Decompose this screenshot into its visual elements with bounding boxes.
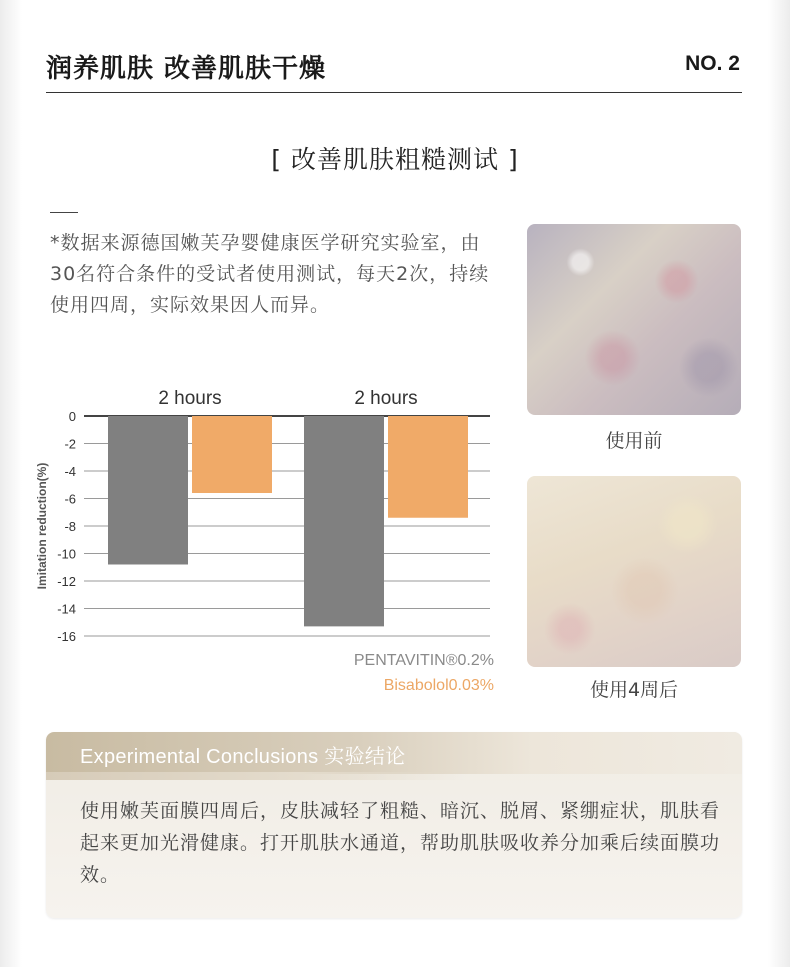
source-note: *数据来源德国嫩芙孕婴健康医学研究实验室，由30名符合条件的受试者使用测试，每天2次，持续使用四周，实际效果因人而异。 [50, 232, 490, 316]
y-tick-label: -4 [64, 464, 76, 479]
conclusion-text: 使用嫩芙面膜四周后，皮肤减轻了粗糙、暗沉、脱屑、紧绷症状，肌肤看起来更加光滑健康。打开肌肤水通道，帮助肌肤吸收养分加乘后续面膜功效。 [80, 800, 721, 886]
category-label: 2 hours [158, 388, 222, 409]
section-title: [ 改善肌肤粗糙测试 ] [271, 145, 519, 174]
legend-pentavitin: PENTAVITIN®0.2% [353, 652, 494, 669]
y-tick-label: -6 [64, 491, 76, 507]
y-tick-label: -16 [57, 629, 76, 644]
header-divider [46, 92, 742, 93]
y-axis-label: Imitation reduction(%) [35, 462, 49, 590]
conclusion-header-fade [46, 772, 466, 780]
page-title: 润养肌肤 改善肌肤干燥 [46, 54, 327, 84]
y-tick-label: -8 [64, 519, 76, 534]
category-label: 2 hours [354, 388, 418, 409]
bar-pentavitin [108, 416, 188, 565]
page-number: NO. 2 [685, 52, 740, 75]
legend-bisabolol: Bisabolol0.03% [383, 677, 494, 694]
bar-chart [0, 370, 510, 660]
conclusion-panel [46, 732, 742, 918]
conclusion-title: Experimental Conclusions 实验结论 [80, 746, 406, 768]
skin-photo-after [527, 476, 741, 667]
photo-caption-after: 使用4周后 [589, 679, 679, 701]
skin-photo-before [527, 224, 741, 415]
y-tick-label: -10 [57, 546, 76, 562]
note-dash [50, 212, 78, 213]
y-tick-label: -2 [64, 436, 76, 452]
y-tick-label: -14 [57, 601, 76, 617]
y-tick-label: -12 [57, 574, 76, 589]
photo-caption-before: 使用前 [605, 430, 663, 452]
bar-bisabolol [192, 416, 272, 493]
y-tick-label: 0 [68, 409, 76, 424]
bar-bisabolol [388, 416, 468, 518]
bar-pentavitin [304, 416, 384, 626]
